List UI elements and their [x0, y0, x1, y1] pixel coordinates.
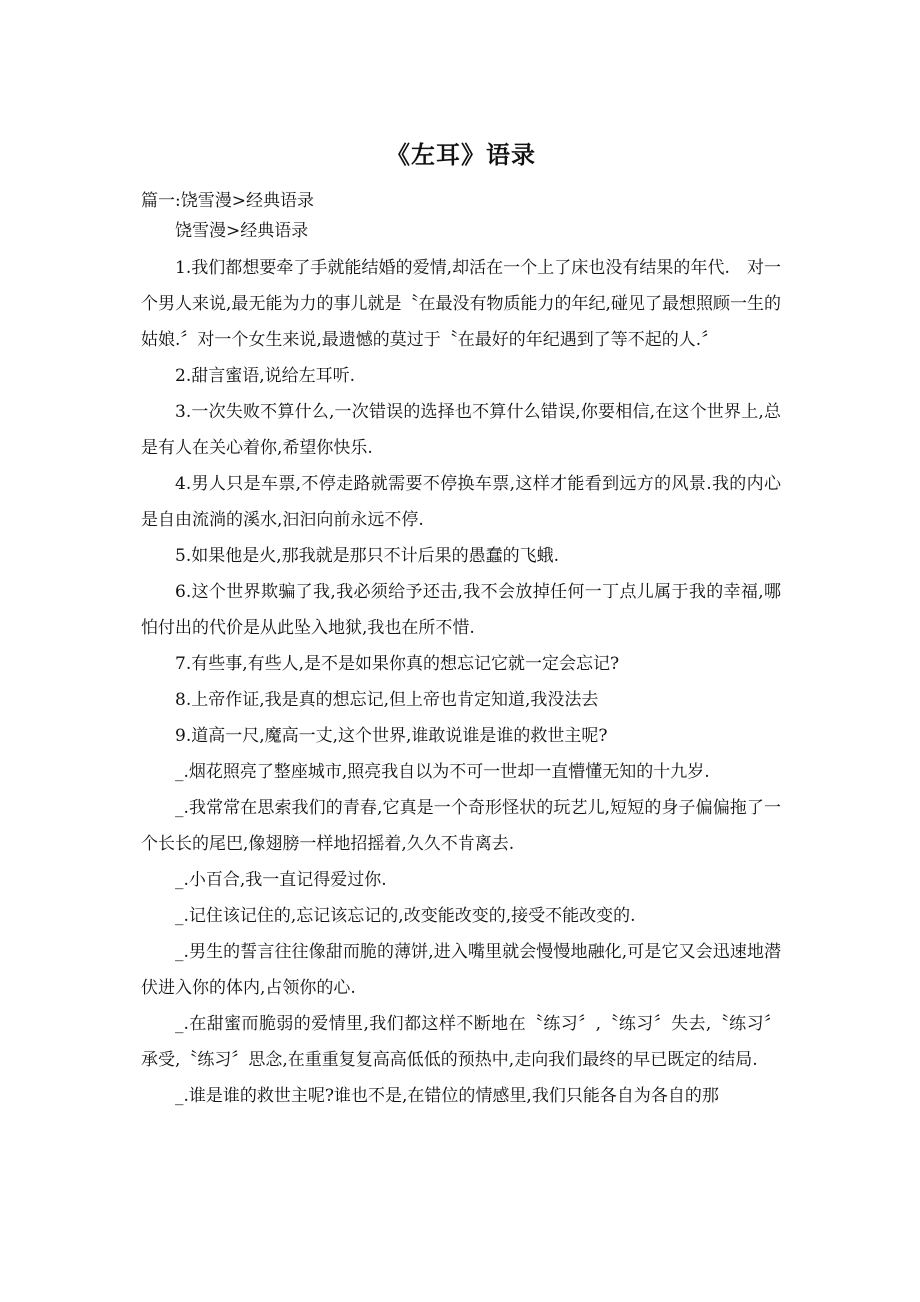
document-title: 《左耳》语录 [386, 140, 536, 169]
quote-paragraph: 9.道高一尺,魔高一丈,这个世界,谁敢说谁是谁的救世主呢? [175, 726, 608, 746]
quote-paragraph: _.记住该记住的,忘记该忘记的,改变能改变的,接受不能改变的. [175, 906, 636, 926]
quote-paragraph: 2.甜言蜜语,说给左耳听. [175, 366, 356, 386]
section-heading: 篇一:饶雪漫>经典语录 [141, 191, 314, 211]
quote-paragraph: 4.男人只是车票,不停走路就需要不停换车票,这样才能看到远方的风景.我的内心是自由流淌的溪水,汩汩向前永远不停. [141, 474, 781, 530]
quote-paragraph: _.烟花照亮了整座城市,照亮我自以为不可一世却一直懵懂无知的十九岁. [175, 762, 710, 782]
quote-paragraph: _.在甜蜜而脆弱的爱情里,我们都这样不断地在〝练习〞,〝练习〞失去,〝练习〞承受,〝练习〞思念,在重重复复高高低低的预热中,走向我们最终的早已既定的结局. [141, 1014, 781, 1070]
quote-paragraph: 1.我们都想要牵了手就能结婚的爱情,却活在一个上了床也没有结果的年代. 对一个男人来说,最无能为力的事儿就是〝在最没有物质能力的年纪,碰见了最想照顾一生的姑娘.〞对一个女生来说,最遗憾的莫过于〝在最好的年纪遇到了等不起的人.〞 [141, 258, 781, 350]
quote-paragraph: 5.如果他是火,那我就是那只不计后果的愚蠢的飞蛾. [175, 546, 560, 566]
subheading: 饶雪漫>经典语录 [175, 221, 309, 241]
quote-paragraph: 3.一次失败不算什么,一次错误的选择也不算什么错误,你要相信,在这个世界上,总是有人在关心着你,希望你快乐. [141, 402, 781, 458]
quote-paragraph: _.小百合,我一直记得爱过你. [175, 870, 387, 890]
quote-paragraph: _.男生的誓言往往像甜而脆的薄饼,进入嘴里就会慢慢地融化,可是它又会迅速地潜伏进入你的体内,占领你的心. [141, 942, 781, 998]
quote-paragraph: 7.有些事,有些人,是不是如果你真的想忘记它就一定会忘记? [175, 654, 620, 674]
quote-paragraph: 6.这个世界欺骗了我,我必须给予还击,我不会放掉任何一丁点儿属于我的幸福,哪怕付出的代价是从此坠入地狱,我也在所不惜. [141, 582, 781, 638]
quote-paragraph: _.谁是谁的救世主呢?谁也不是,在错位的情感里,我们只能各自为各自的那 [175, 1086, 719, 1106]
quote-paragraph: _.我常常在思索我们的青春,它真是一个奇形怪状的玩艺儿,短短的身子偏偏拖了一个长长的尾巴,像翅膀一样地招摇着,久久不肯离去. [141, 798, 781, 854]
document-page [141, 136, 781, 1114]
quote-paragraph: 8.上帝作证,我是真的想忘记,但上帝也肯定知道,我没法去 [175, 690, 599, 710]
